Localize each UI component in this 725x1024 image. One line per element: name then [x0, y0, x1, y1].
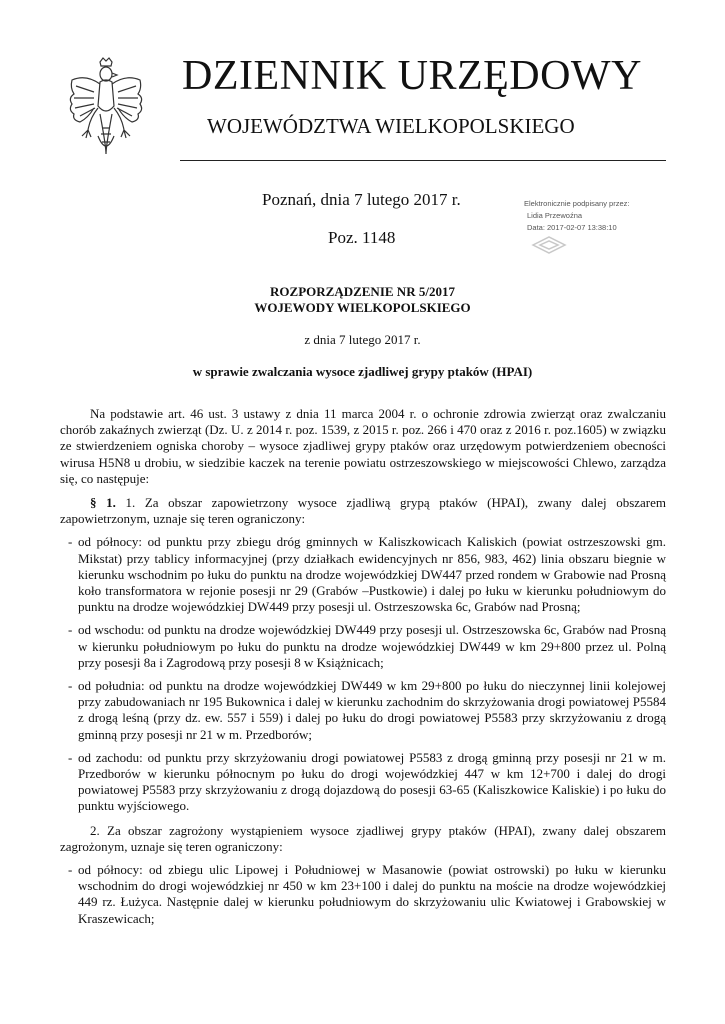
signature-label: Elektronicznie podpisany przez: [524, 199, 630, 208]
list-item: - od północy: od punktu przy zbiegu dróg gminnych w Kaliszkowicach Kaliskich (powiat ostrzeszowski gm. Mikstat) przy tablicy informacyjnej (przy działkach ewidencyjnych nr 856, 983, 462) linia obszaru biegnie w kierunku wschodnim po łuku do punktu na drodze wojewódzkiej DW447 przed rondem w Grabowie nad Prosną koło transformatora w rejonie posesji nr 29 (Grabów –Pustkowie) i dalej po łuku w kierunku południowym do punktu na drodze wojewódzkiej DW449 przy posesji ul. Ostrzeszowska 6c, Grabów nad Prosną; [68, 534, 666, 615]
journal-subtitle: WOJEWÓDZTWA WIELKOPOLSKIEGO [207, 114, 575, 138]
list-item-text: od wschodu: od punktu na drodze wojewódzkiej DW449 przy posesji ul. Ostrzeszowska 6c, Grabów nad Prosną w kierunku południowym po łuku do punktu na drodze wojewódzkiej DW449 w km 29+800 przez ul. Polną przy posesji 8a i Zagrodową przy posesji 8 w Książnicach; [78, 622, 666, 670]
preamble: Na podstawie art. 46 ust. 3 ustawy z dnia 11 marca 2004 r. o ochronie zdrowia zwierząt oraz zwalczaniu chorób zakaźnych zwierząt (Dz. U. z 2014 r. poz. 1539, z 2015 r. poz. 266 i 470 oraz z 2016 r. poz.1605) w związku ze stwierdzeniem ogniska choroby – wysoce zjadliwej grypy ptaków oraz urzędowym potwierdzeniem obecności wirusa H5N8 u drobiu, w siedzibie kaczek na terenie powiatu ostrzeszowskiego w miejscowości Chlewo, zarządza się, co następuje: [60, 406, 666, 486]
act-heading-2: WOJEWODY WIELKOPOLSKIEGO [254, 300, 471, 315]
act-heading-1: ROZPORZĄDZENIE NR 5/2017 [270, 284, 455, 299]
document-body [60, 406, 666, 927]
position-number: Poz. 1148 [328, 228, 396, 247]
list-item: - od południa: od punktu na drodze wojewódzkiej DW449 w km 29+800 po łuku do nieczynnej linii kolejowej przy zabudowaniach nr 195 Bukownica i dalej w kierunku zachodnim do skrzyżowania drogi powiatowej P5584 z drogą leśną (przy dz. ew. 557 i 559) i dalej po łuku do drogi powiatowej P5583 przy skrzyżowaniu z drogą gminną przy posesji nr 21 w m. Przedborów; [68, 678, 666, 742]
paragraph-1-point-2: 2. Za obszar zagrożony wystąpieniem wysoce zjadliwej grypy ptaków (HPAI), zwany dalej obszarem zagrożonym, uznaje się teren ograniczony: [60, 822, 666, 854]
list-item-text: od południa: od punktu na drodze wojewódzkiej DW449 w km 29+800 po łuku do nieczynnej linii kolejowej przy zabudowaniach nr 195 Bukownica i dalej w kierunku zachodnim do skrzyżowania drogi powiatowej P5584 z drogą leśną (przy dz. ew. 557 i 559) i dalej po łuku do drogi powiatowej P5583 przy skrzyżowaniu z drogą gminną przy posesji nr 21 w m. Przedborów; [78, 678, 666, 742]
eagle-emblem-icon [64, 56, 148, 160]
journal-title: DZIENNIK URZĘDOWY [182, 53, 642, 99]
list-item: - od zachodu: od punktu przy skrzyżowaniu drogi powiatowej P5583 z drogą gminną przy posesji nr 21 w m. Przedborów w kierunku północnym po łuku do drogi wojewódzkiej 447 w km 12+700 i dalej do drogi powiatowej P5583 przy skrzyżowaniu z drogą dojazdową do posesji 63-65 (Kaliszkowice Kaliskie) i po łuku do punktu wyjściowego. [68, 749, 666, 814]
list-item-text: od północy: od punktu przy zbiegu dróg gminnych w Kaliszkowicach Kaliskich (powiat ostrzeszowski gm. Mikstat) przy tablicy informacyjnej (przy działkach ewidencyjnych nr 856, 983, 462) linia obszaru biegnie w kierunku wschodnim po łuku do punktu na drodze wojewódzkiej DW447 przed rondem w Grabowie nad Prosną koło transformatora w rejonie posesji nr 29 (Grabów –Pustkowie) i dalej po łuku w kierunku południowym do punktu na drodze wojewódzkiej DW449 przy posesji ul. Ostrzeszowska 6c, Grabów nad Prosną; [78, 534, 666, 615]
paragraph-1-mark: § 1. [90, 495, 116, 511]
list-item-text: od północy: od zbiegu ulic Lipowej i Południowej w Masanowie (powiat ostrowski) po łuku w kierunku wschodnim do drogi wojewódzkiej nr 450 w km 23+100 i dalej do punktu na moście na drodze wojewódzkiej 449 rz. Łużyca. Następnie dalej w kierunku południowym do skrzyżowaniu ulic Kwiatowej i Grabowskiej w Kraszewicach; [78, 862, 666, 926]
paragraph-1 [60, 495, 666, 527]
list-item-text: od zachodu: od punktu przy skrzyżowaniu drogi powiatowej P5583 z drogą gminną przy posesji nr 21 w m. Przedborów w kierunku północnym po łuku do drogi wojewódzkiej 447 w km 12+700 i dalej do drogi powiatowej P5583 przy skrzyżowaniu z drogą dojazdową do posesji 63-65 (Kaliszkowice Kaliskie) i po łuku do punktu wyjściowego. [78, 749, 666, 814]
paragraph-1-text: 1. Za obszar zapowietrzony wysoce zjadliwą grypą ptaków (HPAI), zwany dalej obszarem zapowietrzonym, uznaje się teren ograniczony: [60, 495, 666, 527]
signature-date: Data: 2017-02-07 13:38:10 [527, 223, 617, 232]
list-item: - od wschodu: od punktu na drodze wojewódzkiej DW449 przy posesji ul. Ostrzeszowska 6c, Grabów nad Prosną w kierunku południowym po łuku do punktu na drodze wojewódzkiej DW449 w km 29+800 przez ul. Polną przy posesji 8a i Zagrodową przy posesji 8 w Książnicach; [68, 622, 666, 670]
header-divider [180, 160, 666, 161]
signature-name: Lidia Przewoźna [527, 211, 583, 220]
list-item: - od północy: od zbiegu ulic Lipowej i Południowej w Masanowie (powiat ostrowski) po łuku w kierunku wschodnim do drogi wojewódzkiej nr 450 w km 23+100 i dalej do punktu na moście na drodze wojewódzkiej 449 rz. Łużyca. Następnie dalej w kierunku południowym do skrzyżowaniu ulic Kwiatowej i Grabowskiej w Kraszewicach; [68, 862, 666, 926]
issue-date: Poznań, dnia 7 lutego 2017 r. [262, 190, 461, 209]
electronic-signature [524, 198, 687, 234]
signature-stamp-icon [531, 236, 567, 254]
act-subject: w sprawie zwalczania wysoce zjadliwej grypy ptaków (HPAI) [192, 364, 533, 379]
act-date: z dnia 7 lutego 2017 r. [304, 332, 421, 347]
